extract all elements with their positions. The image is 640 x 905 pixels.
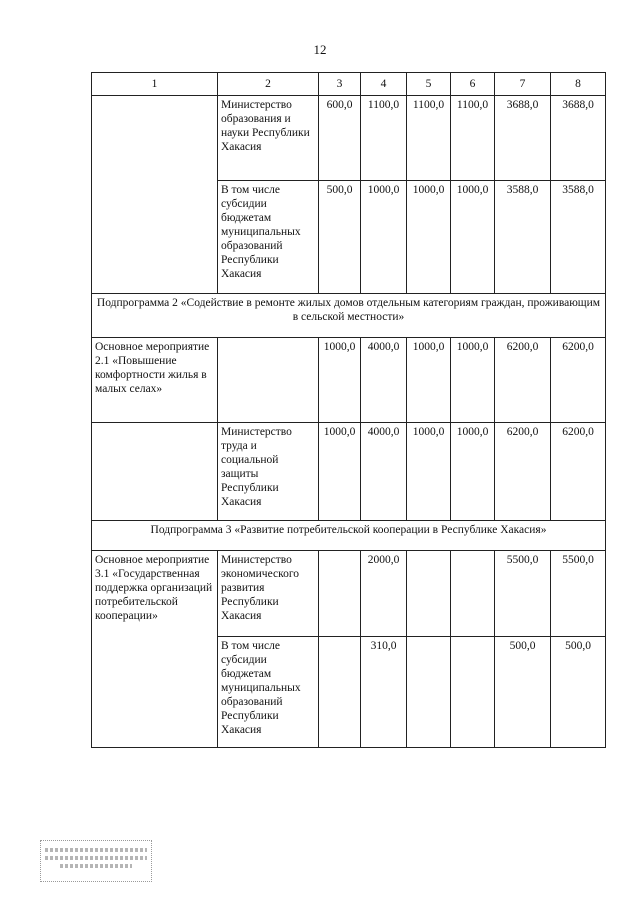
value-cell: 3688,0 (551, 96, 606, 181)
value-cell (319, 551, 361, 637)
value-cell: 4000,0 (361, 423, 407, 521)
value-cell (319, 637, 361, 748)
value-cell: 1000,0 (451, 338, 495, 423)
value-cell: 500,0 (319, 181, 361, 294)
value-cell: 1000,0 (361, 181, 407, 294)
registration-stamp (40, 840, 152, 882)
value-cell: 1000,0 (407, 338, 451, 423)
column-header: 8 (551, 73, 606, 96)
value-cell: 6200,0 (495, 423, 551, 521)
budget-table (91, 72, 606, 748)
column-header: 6 (451, 73, 495, 96)
value-cell (451, 637, 495, 748)
stamp-line (45, 848, 147, 852)
value-cell: 6200,0 (551, 423, 606, 521)
value-cell: 1100,0 (451, 96, 495, 181)
activity-name-cell (92, 96, 218, 294)
executor-cell: Министерство труда и социальной защиты Республики Хакасия (218, 423, 319, 521)
subprogram-title: Подпрограмма 2 «Содействие в ремонте жилых домов отдельным категориям граждан, проживающим в сельской местности» (92, 294, 606, 338)
value-cell: 1000,0 (407, 181, 451, 294)
column-header: 3 (319, 73, 361, 96)
column-header: 7 (495, 73, 551, 96)
value-cell: 1100,0 (407, 96, 451, 181)
column-header: 5 (407, 73, 451, 96)
executor-cell: Министерство экономического развития Республики Хакасия (218, 551, 319, 637)
value-cell: 4000,0 (361, 338, 407, 423)
value-cell: 500,0 (495, 637, 551, 748)
table-row (92, 551, 606, 637)
page-number: 12 (313, 42, 327, 57)
value-cell: 3688,0 (495, 96, 551, 181)
activity-name-cell (92, 423, 218, 521)
value-cell: 5500,0 (495, 551, 551, 637)
table-row (92, 96, 606, 181)
value-cell: 6200,0 (495, 338, 551, 423)
table-header-row (92, 73, 606, 96)
value-cell: 1000,0 (451, 181, 495, 294)
value-cell: 1000,0 (451, 423, 495, 521)
value-cell: 310,0 (361, 637, 407, 748)
activity-name-cell: Основное мероприятие 2.1 «Повышение комфортности жилья в малых селах» (92, 338, 218, 423)
activity-name-cell: Основное мероприятие 3.1 «Государственная поддержка организаций потребительской кооперации» (92, 551, 218, 748)
subprogram-row (92, 521, 606, 551)
subprogram-title: Подпрограмма 3 «Развитие потребительской кооперации в Республике Хакасия» (92, 521, 606, 551)
executor-cell: В том числе субсидии бюджетам муниципальных образований Республики Хакасия (218, 637, 319, 748)
value-cell (407, 551, 451, 637)
table-row (92, 423, 606, 521)
value-cell (451, 551, 495, 637)
table-row (92, 338, 606, 423)
value-cell: 3588,0 (551, 181, 606, 294)
value-cell: 1100,0 (361, 96, 407, 181)
value-cell: 6200,0 (551, 338, 606, 423)
value-cell: 1000,0 (319, 423, 361, 521)
subprogram-row (92, 294, 606, 338)
stamp-line (45, 856, 147, 860)
value-cell: 500,0 (551, 637, 606, 748)
value-cell: 2000,0 (361, 551, 407, 637)
executor-cell: В том числе субсидии бюджетам муниципальных образований Республики Хакасия (218, 181, 319, 294)
value-cell: 1000,0 (319, 338, 361, 423)
value-cell (407, 637, 451, 748)
value-cell: 5500,0 (551, 551, 606, 637)
value-cell: 600,0 (319, 96, 361, 181)
executor-cell (218, 338, 319, 423)
executor-cell: Министерство образования и науки Республики Хакасия (218, 96, 319, 181)
column-header: 4 (361, 73, 407, 96)
column-header: 1 (92, 73, 218, 96)
stamp-line (60, 864, 131, 868)
value-cell: 1000,0 (407, 423, 451, 521)
value-cell: 3588,0 (495, 181, 551, 294)
column-header: 2 (218, 73, 319, 96)
